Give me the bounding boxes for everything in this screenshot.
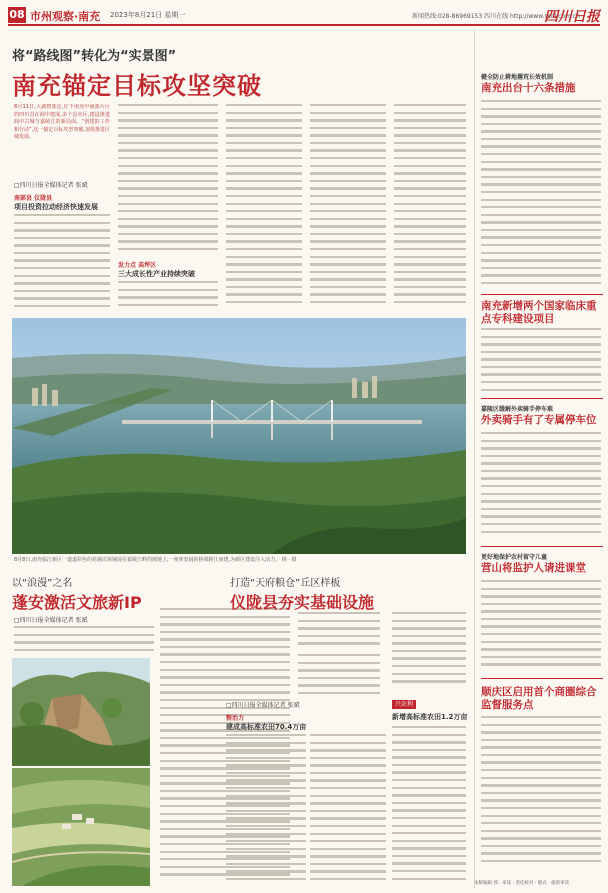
right-item-3-body [481,432,601,542]
right-item-1-kicker: 健全防止耕地撂荒长效机制 [481,74,554,81]
right-separator [481,398,603,399]
right-item-4-title: 营山将监护人请进课堂 [481,562,586,574]
story3-body-b [298,654,380,698]
right-separator [481,546,603,547]
right-item-2-body [481,328,601,396]
right-item-3-kicker: 嘉陵区缓解外卖骑手停车难 [481,406,554,413]
right-item-5-title: 顺庆区启用首个商圈综合监督服务点 [481,686,597,711]
right-item-4-kicker: 更好地保护农村留守儿童 [481,554,548,561]
right-item-5-body [481,716,601,874]
lead-subhead-1b: 项目投资拉动经济快速发展 [14,203,98,211]
story3-title: 仪陇县夯实基础设施 [230,593,375,612]
story3-subhead-b: 建成高标准农田70.4万亩 [226,723,307,731]
newspaper-brand: 四川日报 [544,9,600,25]
lead-body-col-1 [14,214,110,312]
right-item-1-title: 南充出台十六条措施 [481,82,576,94]
header-info: 新闻热线:028-86969153 四川在线 http://www.scol.com.cn [412,13,580,20]
story3-body-col-3a [392,612,466,692]
section-name: 市州观察·南充 [30,10,101,23]
story3-kicker: 打造“天府粮仓”丘区样板 [230,578,341,589]
lead-headline: 南充锚定目标攻坚突破 [12,72,262,100]
issue-date: 2023年8月21日 星期一 [110,11,186,19]
right-column [474,30,602,888]
right-separator [481,294,603,295]
page-footer: 本版编辑 郭 · 审读 · 责任校对 · 版式 · 值班审读 [474,881,570,886]
right-item-4-body [481,580,601,676]
story3-tagline: 新增高标准农田1.2万亩 [392,713,468,721]
story3-tag: 兴农利 [392,700,416,709]
story2-body-col-1 [14,626,154,656]
story3-body-col-1 [226,734,306,884]
story2-kicker: 以“浪漫”之名 [12,578,73,589]
story3-body-a [298,612,380,648]
page-number: 08 [9,8,25,21]
right-item-3-title: 外卖骑手有了专属停车位 [481,414,597,426]
lead-kicker: 将“路线图”转化为“实景图” [12,49,177,64]
cliff-photo [12,658,150,766]
lead-body-col-5 [394,104,466,312]
right-item-2-title: 南充新增两个国家临床重点专科建设项目 [481,300,597,325]
story3-subhead: 整治力 [226,715,245,722]
lead-subhead-2: 发力点 高坪区 [118,262,157,269]
right-separator [481,678,603,679]
lead-subhead-1: 南部县 仪陇县 [14,195,53,202]
right-item-1-body [481,100,601,290]
story3-byline: □四川日报全媒体记者 张斌 [226,702,300,709]
story3-body-col-2 [310,734,386,884]
bridge-photo [12,318,466,554]
lead-subhead-2b: 三大成长性产业持续突破 [118,270,195,278]
lead-intro: 8月11日,大湖碧蓝泛,往下南充中南部片区的四川首在阆中建成,多个县市区,建设推进阆中古城与嘉陵江的新局面。“创建的工作和行动”,这一锚定目标攻坚突破,加快推进区域发展。 [14,104,110,141]
lead-body-col-3 [226,104,302,312]
story2-title: 蓬安激活文旅新IP [12,593,142,612]
lead-body-col-2b [118,281,218,313]
lead-body-col-2 [118,104,218,254]
story3-body-col-3b [392,726,466,886]
bridge-photo-caption: 8月8日,南充临江新区一道道彩色的花圃次第铺展在嘉陵江畔的坡地上,一座座宽阔的桥梁跨江而建,为新区建设注入活力。 杨 · 摄 [14,557,297,563]
aerial-village-photo [12,768,150,886]
lead-byline: □四川日报全媒体记者 张斌 [14,182,88,189]
story2-byline: □四川日报全媒体记者 张斌 [14,617,88,624]
lead-body-col-4 [310,104,386,312]
page-header [8,6,600,26]
